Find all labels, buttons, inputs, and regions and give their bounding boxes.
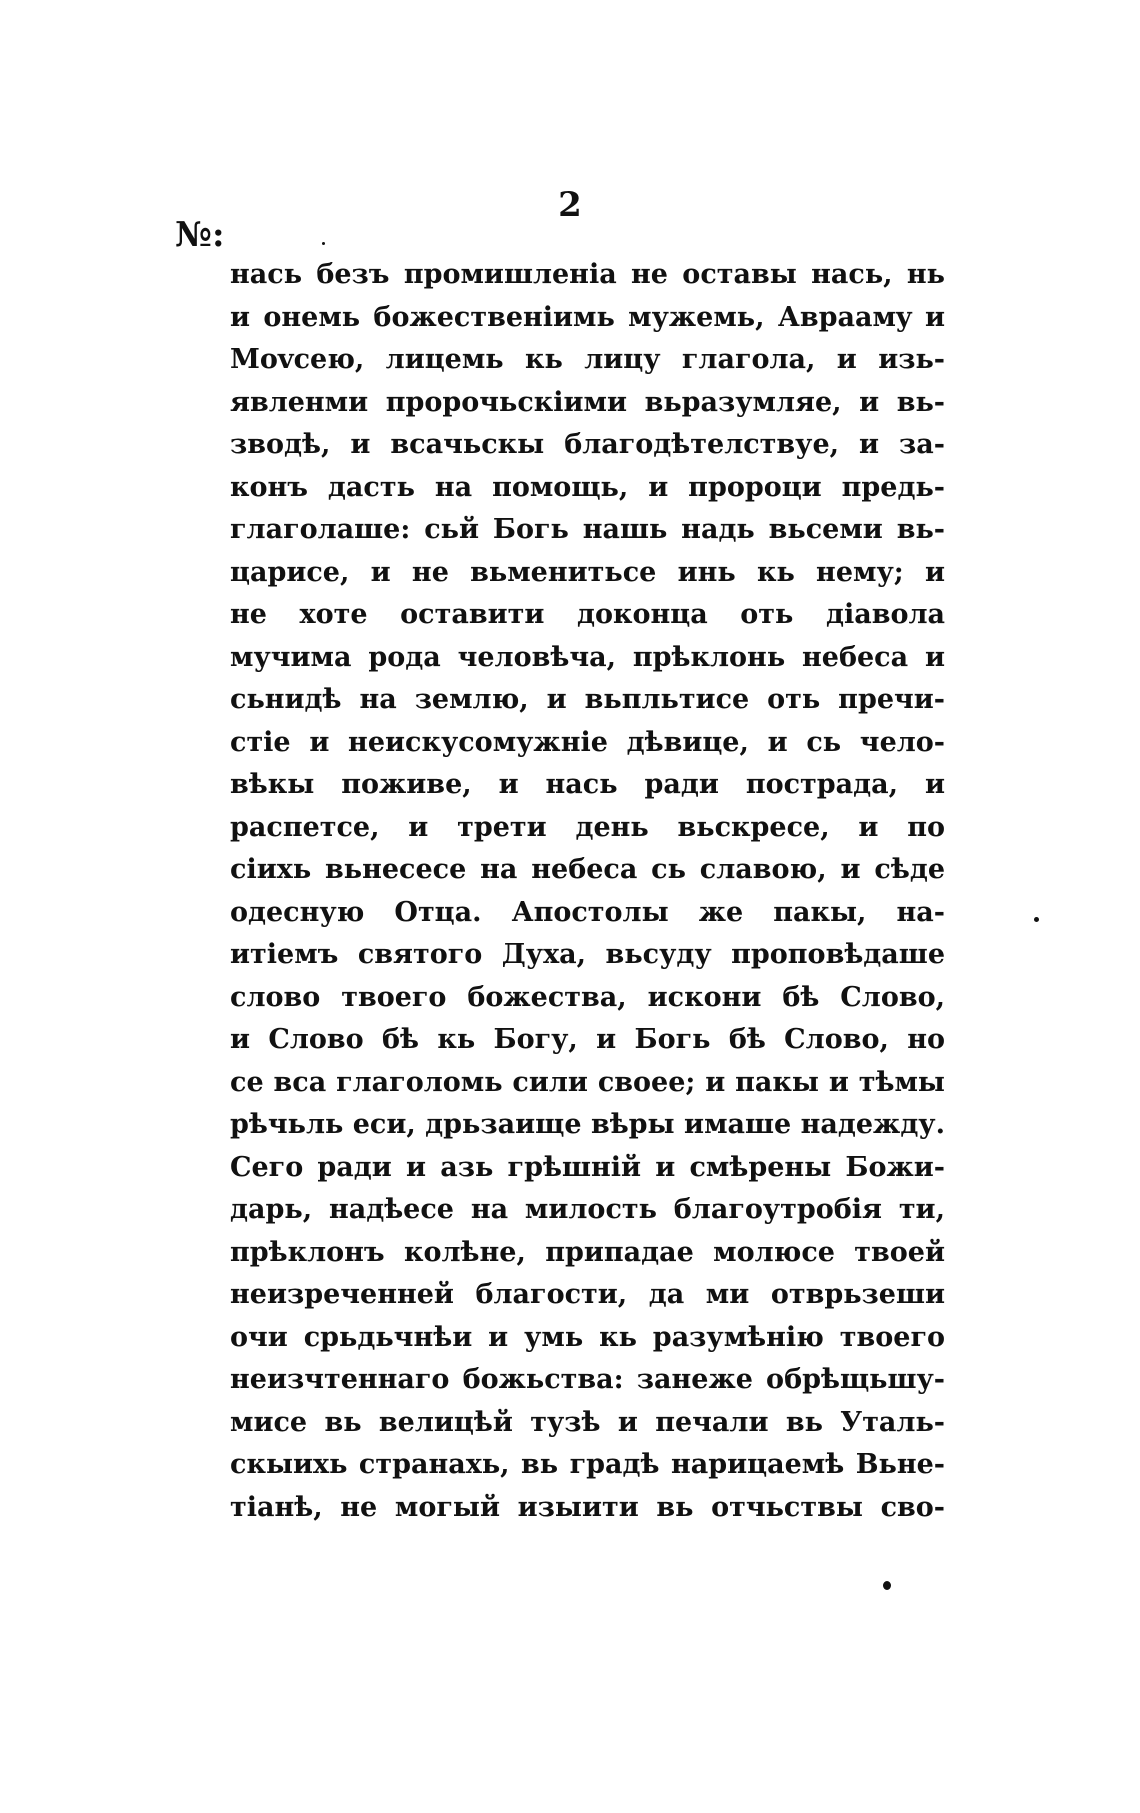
text-line: и онемь божественіимь мужемь, Авраамy и <box>230 301 945 333</box>
text-line: слово твоего божества, искони бѣ Слово, <box>230 981 945 1013</box>
body-text <box>230 254 945 1529</box>
text-line: глаголаше: сьй Богь нашь надь вьсеми вь- <box>230 514 945 545</box>
text-line: явленми пророчьскіими вьразумляе, и вь- <box>230 386 945 418</box>
text-line: скыихь странахь, вь градѣ нарицаемѣ Вьне- <box>230 1449 945 1480</box>
text-line: тіанѣ, не могый изыити вь отчьствы сво- <box>230 1491 945 1523</box>
text-line: нась безъ промишленіа не оставы нась, нь <box>230 259 945 290</box>
text-line: распетсе, и трети день вьскресе, и по <box>230 811 945 843</box>
text-line: очи срьдьчнѣи и умь кь разумѣнію твоего <box>230 1321 945 1353</box>
text-line: стіе и неискусомужніе дѣвице, и сь чело- <box>230 726 945 758</box>
text-line: рѣчьль еси, дрьзаище вѣры имаше надежду. <box>230 1109 945 1140</box>
text-line: прѣклонъ колѣне, припадае молюсе твоей <box>230 1236 945 1268</box>
text-line: дарь, надѣесе на милость благоутробія ти, <box>230 1194 945 1225</box>
text-line: сіихь вьнесесе на небеса сь славою, и сѣде <box>230 854 945 885</box>
text-line: неизреченней благости, да ми отврьзеши <box>230 1279 945 1310</box>
text-line: мисе вь велицѣй тузѣ и печали вь Уталь- <box>230 1406 945 1438</box>
text-line: се вса глаголомь сили своее; и пакы и тѣмы <box>230 1066 945 1098</box>
text-line: царисе, и не вьменитьсе инь кь нему; и <box>230 556 945 588</box>
text-line: Сего ради и азь грѣшній и смѣрены Божи- <box>230 1151 945 1183</box>
text-line: сьнидѣ на землю, и вьпльтисе оть пречи- <box>230 684 945 715</box>
text-line: одесную Отца. Апостолы же пакы, на- <box>230 896 945 928</box>
text-line: не хоте оставити доконца оть діавола <box>230 599 945 630</box>
ink-speck <box>1034 917 1039 922</box>
text-line: итіемъ святого Духа, вьсуду проповѣдаше <box>230 939 945 970</box>
text-line: вѣкы поживе, и нась ради пострада, и <box>230 769 945 800</box>
page-number: 2 <box>558 185 582 225</box>
text-line: мучима рода человѣча, прѣклонь небеса и <box>230 641 945 673</box>
text-line: и Слово бѣ кь Богу, и Богь бѣ Слово, но <box>230 1024 945 1055</box>
section-mark: №: <box>175 215 225 255</box>
text-line: конъ дасть на помощь, и пророци предь- <box>230 471 945 503</box>
ink-speck <box>322 242 325 245</box>
text-line: Моvсею, лицемь кь лицу глагола, и изь- <box>230 344 945 375</box>
text-line: зводѣ, и всачьскы благодѣтелствуе, и за- <box>230 429 945 460</box>
text-line: неизчтеннаго божьства: занеже обрѣщьшу- <box>230 1364 945 1395</box>
ink-speck <box>883 1581 891 1590</box>
